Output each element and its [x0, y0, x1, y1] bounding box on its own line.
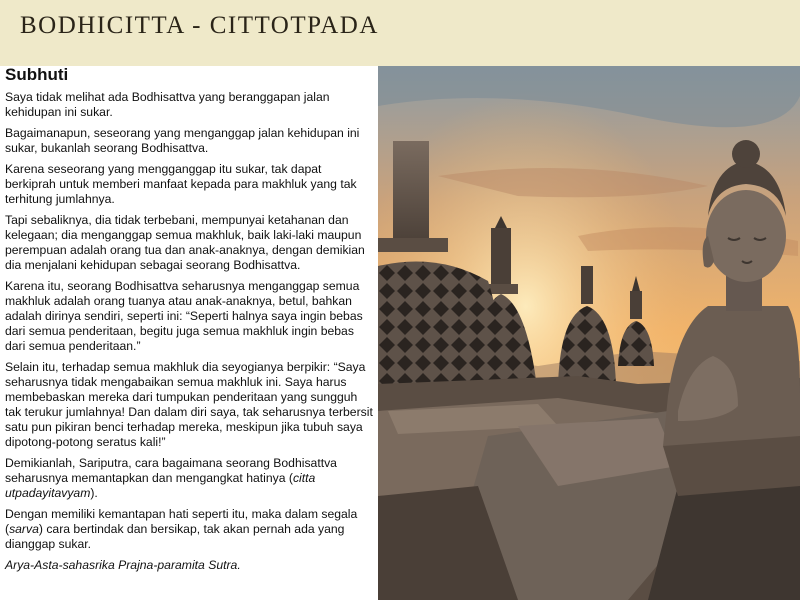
page-title: BODHICITTA - CITTOTPADA [20, 12, 379, 39]
speaker-heading: Subhuti [5, 66, 69, 84]
header-bar [0, 0, 800, 66]
source-citation: Arya-Asta-sahasrika Prajna-paramita Sutra. [5, 558, 241, 572]
text-column [0, 66, 378, 600]
paragraph-6: Selain itu, terhadap semua makhluk dia seyogianya berpikir: “Saya seharusnya tidak mengabaikan semua makhluk ini. Saya harus membebaskan mereka dari tumpukan penderitaan yang sungguh tak terukur jumlahnya! Dan dalam diri saya, tak seharusnya terbersit satu pun pikiran benci terhadap mereka, meskipun jika tubuh saya dipotong-potong seratus kali!” [5, 360, 373, 449]
paragraph-8-italic: sarva [9, 522, 39, 536]
paragraph-8-text: Dengan memiliki kemantapan hati seperti itu, maka dalam segala ( [5, 507, 358, 536]
paragraph-5: Karena itu, seorang Bodhisattva seharusnya menganggap semua makhluk adalah orang tuanya atau anak-anaknya, betul, bahkan adalah dirinya sendiri, seperti ini: “Seperti halnya saya ingin bebas dari semua penderitaan, begitu juga semua makhluk ingin bebas dari semua penderitaan.” [5, 279, 363, 353]
paragraph-7-text: Demikianlah, Sariputra, cara bagaimana seorang Bodhisattva seharusnya memantapkan dan mengangkat hatinya ( [5, 456, 337, 485]
paragraph-8-end: ) cara bertindak dan bersikap, tak akan pernah ada yang dianggap sukar. [5, 522, 345, 551]
paragraph-4: Tapi sebaliknya, dia tidak terbebani, mempunyai ketahanan dan kelegaan; dia menganggap semua makhluk, baik laki-laki maupun perempuan adalah orang tua dan anak-anaknya, dengan demikian dia menjalani kehidupan sebagai seorang Bodhisattva. [5, 213, 365, 272]
paragraph-8 [5, 507, 374, 552]
photo-illustration [378, 66, 800, 600]
paragraph-3: Karena seseorang yang mengganggap itu sukar, tak dapat berkiprah untuk memberi manfaat kepada para makhluk yang tak terhitung jumlahnya. [5, 162, 357, 206]
borobudur-buddha-stupa-photo [378, 66, 800, 600]
paragraph-1: Saya tidak melihat ada Bodhisattva yang beranggapan jalan kehidupan ini sukar. [5, 90, 330, 119]
paragraph-7-end: ). [90, 486, 98, 500]
paragraph-7 [5, 456, 374, 501]
paragraph-7-italic: citta utpadayitavyam [5, 471, 316, 500]
paragraph-2: Bagaimanapun, seseorang yang menganggap jalan kehidupan ini sukar, bukanlah seorang Bodhisattva. [5, 126, 360, 155]
